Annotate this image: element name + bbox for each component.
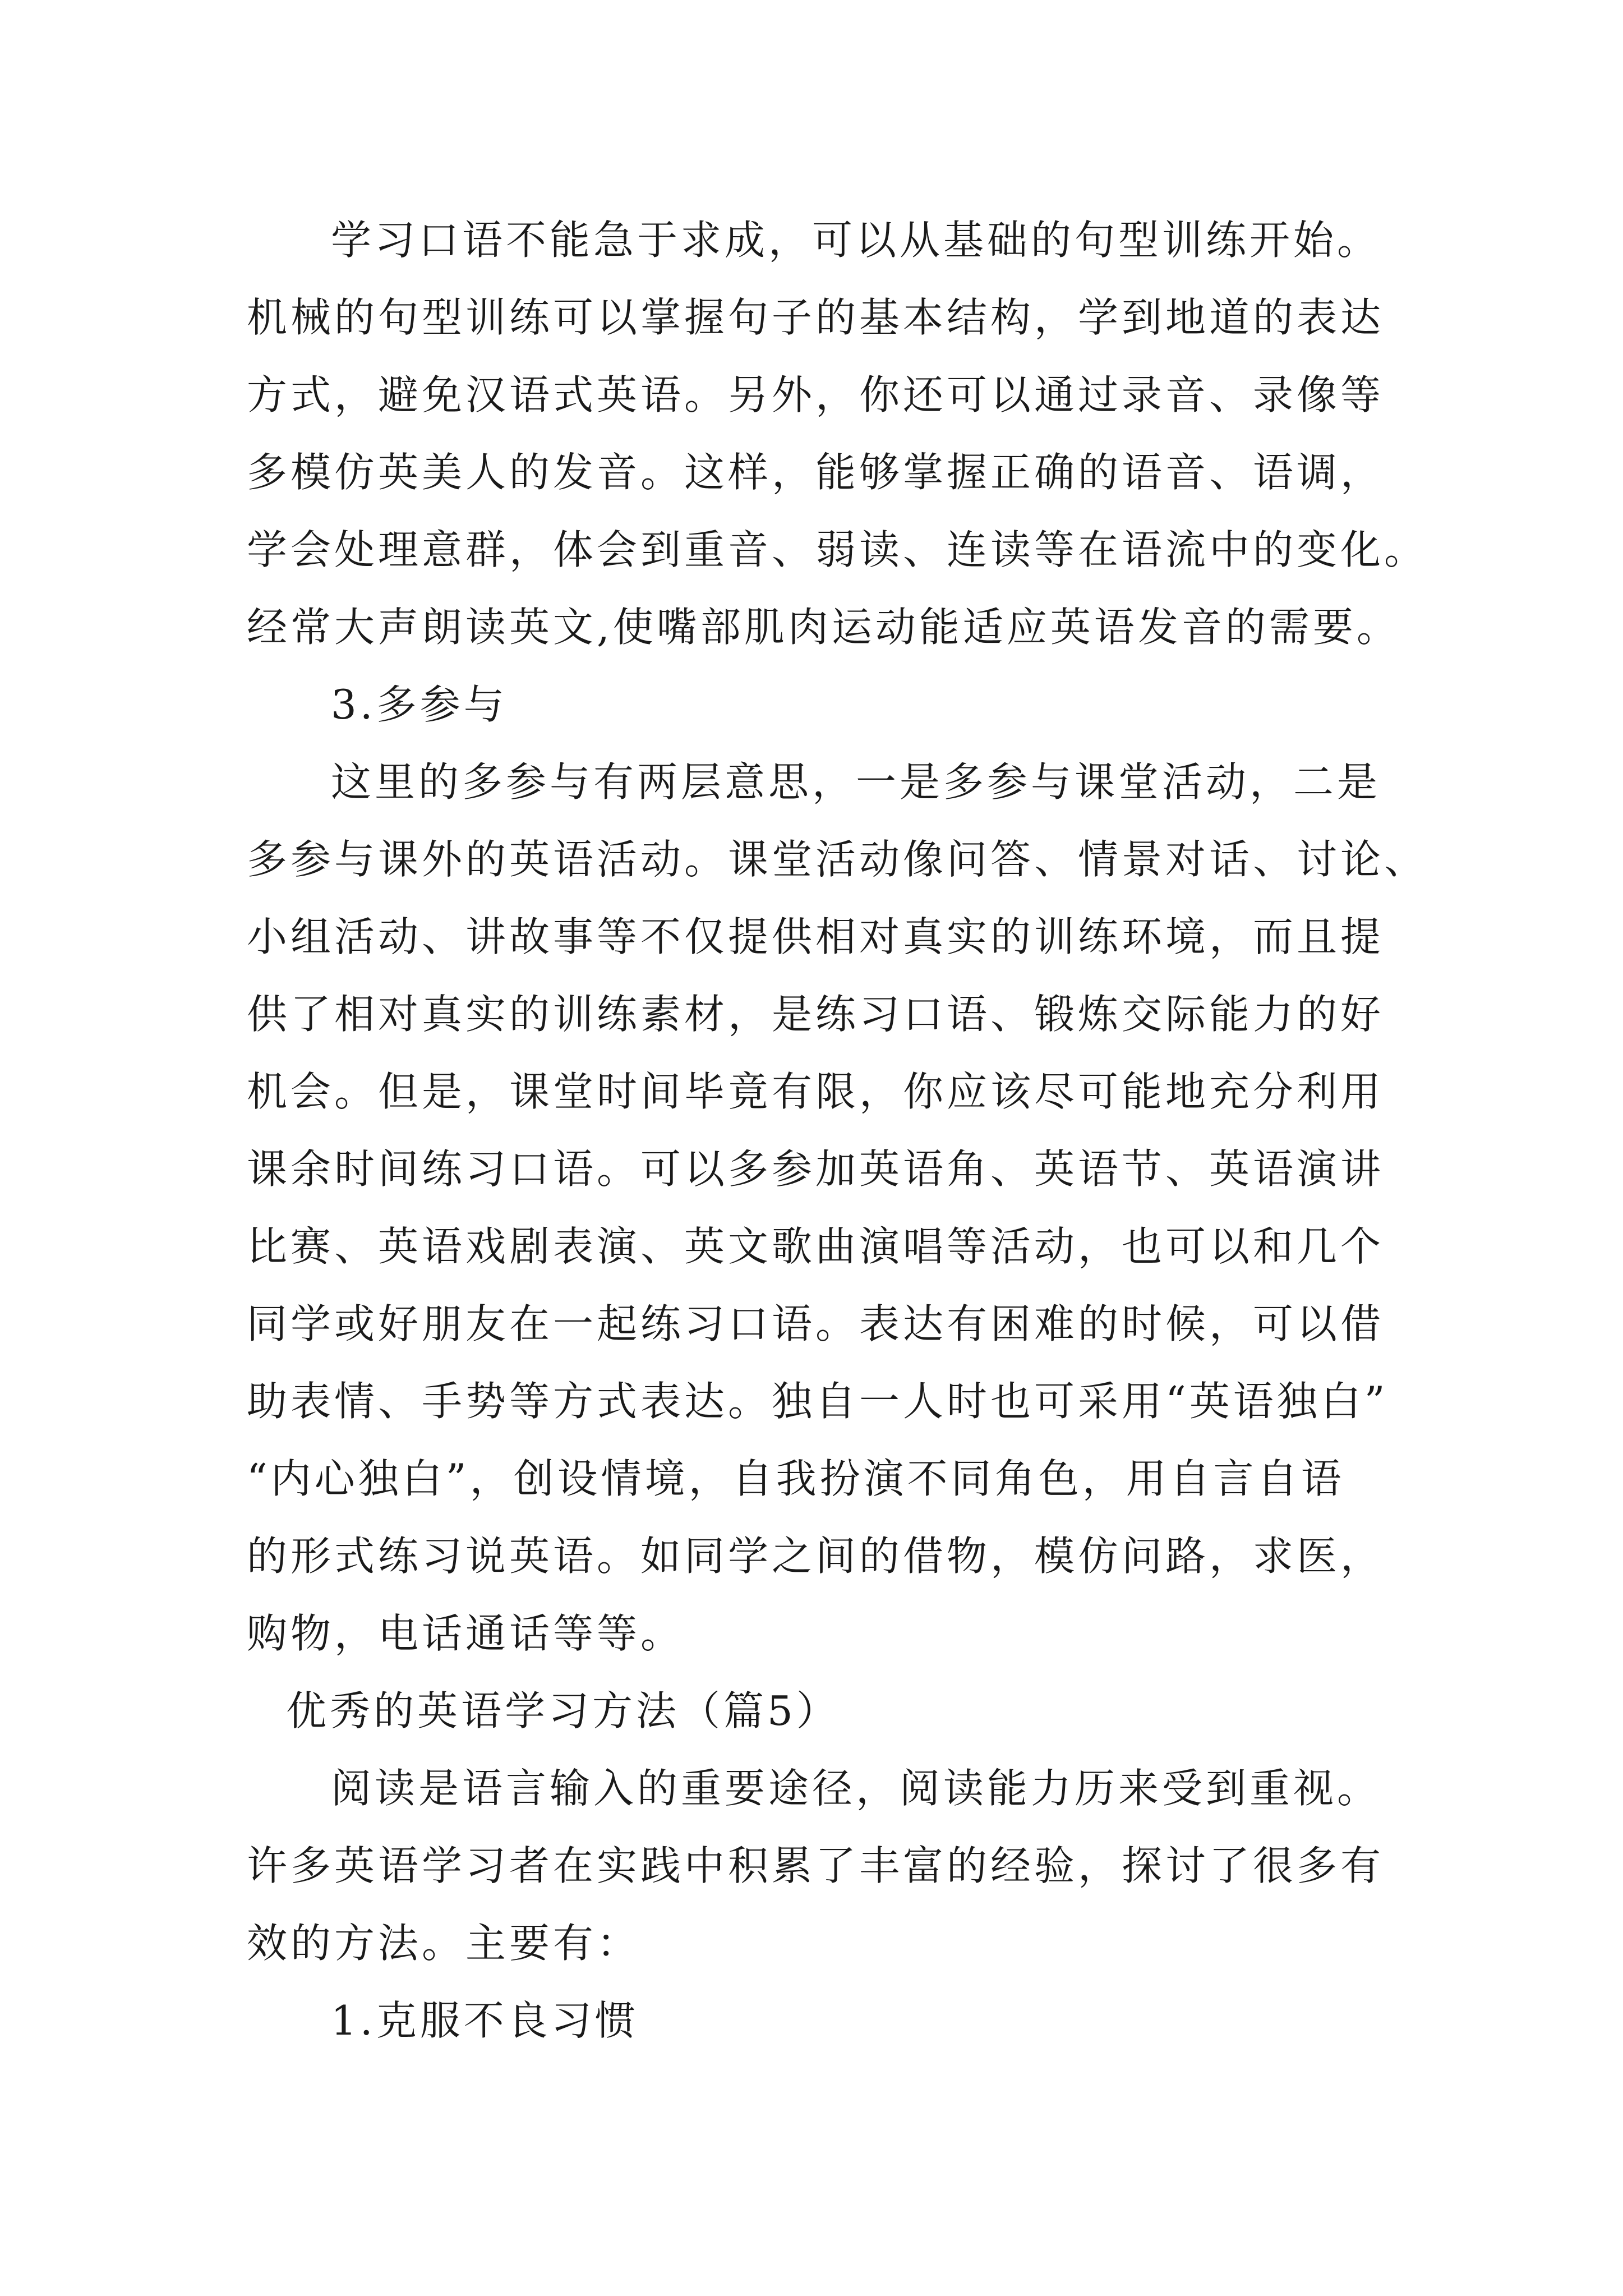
text-line: 学会处理意群，体会到重音、弱读、连读等在语流中的变化。	[247, 526, 1428, 573]
text-line: 同学或好朋友在一起练习口语。表达有困难的时候，可以借	[247, 1300, 1385, 1347]
text-line: 供了相对真实的训练素材，是练习口语、锻炼交际能力的好	[247, 991, 1385, 1038]
text-line: 机械的句型训练可以掌握句子的基本结构，学到地道的表达	[247, 294, 1385, 341]
text-line: 多模仿英美人的发音。这样，能够掌握正确的语音、语调，	[247, 449, 1385, 496]
text-line: 阅读是语言输入的重要途径，阅读能力历来受到重视。	[331, 1765, 1381, 1812]
section-heading: 1.克服不良习惯	[331, 1997, 639, 2044]
section-heading: 3.多参与	[331, 681, 508, 728]
text-line: 小组活动、讲故事等不仅提供相对真实的训练环境，而且提	[247, 913, 1385, 960]
text-line: 购物，电话通话等等。	[247, 1610, 685, 1657]
text-line: 效的方法。主要有：	[247, 1920, 641, 1967]
chapter-heading: 优秀的英语学习方法（篇5）	[286, 1687, 840, 1734]
text-line: 方式，避免汉语式英语。另外，你还可以通过录音、录像等	[247, 371, 1385, 418]
text-line: “内心独白”，创设情境，自我扮演不同角色，用自言自语	[247, 1455, 1345, 1502]
text-line: 许多英语学习者在实践中积累了丰富的经验，探讨了很多有	[247, 1842, 1385, 1889]
text-line: 学习口语不能急于求成，可以从基础的句型训练开始。	[331, 217, 1381, 264]
text-line: 比赛、英语戏剧表演、英文歌曲演唱等活动，也可以和几个	[247, 1223, 1385, 1270]
text-line: 经常大声朗读英文,使嘴部肌肉运动能适应英语发音的需要。	[247, 604, 1400, 651]
text-line: 的形式练习说英语。如同学之间的借物，模仿问路，求医，	[247, 1533, 1385, 1580]
text-line: 多参与课外的英语活动。课堂活动像问答、情景对话、讨论、	[247, 836, 1428, 883]
text-line: 助表情、手势等方式表达。独自一人时也可采用“英语独白”	[247, 1378, 1389, 1425]
text-line: 课余时间练习口语。可以多参加英语角、英语节、英语演讲	[247, 1145, 1385, 1193]
text-line: 这里的多参与有两层意思，一是多参与课堂活动，二是	[331, 758, 1381, 806]
text-line: 机会。但是，课堂时间毕竟有限，你应该尽可能地充分利用	[247, 1068, 1385, 1115]
